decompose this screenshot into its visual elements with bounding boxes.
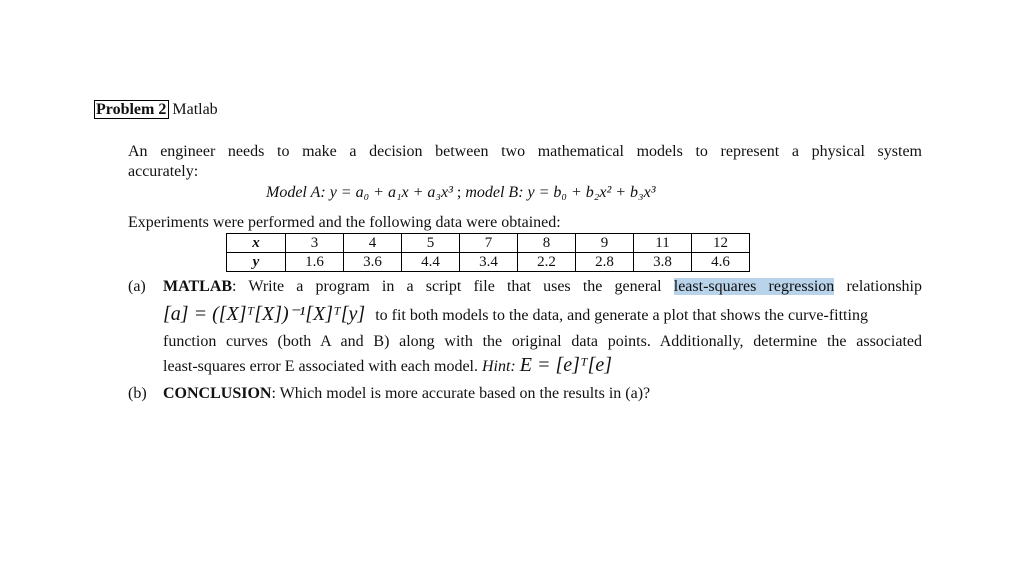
part-b-bold-label: CONCLUSION	[163, 385, 272, 402]
model-b-equation: y = b₀ + b₂x² + b₃x³	[527, 184, 656, 201]
regression-formula: [a] = ([X]ᵀ[X])⁻¹[X]ᵀ[y]	[163, 303, 366, 325]
data-table	[226, 233, 750, 272]
part-a-line-4-text: least-squares error E associated with each model.	[163, 358, 478, 375]
table-cell: 3.4	[460, 253, 518, 272]
table-header-y: y	[227, 253, 286, 272]
model-a-equation: y = a₀ + a₁x + a₃x³	[329, 184, 453, 201]
intro-line-1: An engineer needs to make a decision between two mathematical models to represent a physical system	[128, 143, 922, 160]
part-a-bold-label: MATLAB	[163, 278, 233, 295]
part-a-line-1	[163, 277, 922, 297]
model-separator: ;	[456, 184, 462, 201]
table-cell: 9	[576, 234, 634, 253]
model-a-label: Model A:	[266, 184, 326, 201]
table-cell: 11	[634, 234, 692, 253]
part-a-line-3: function curves (both A and B) along with the original data points. Additionally, determine the associated	[163, 333, 922, 350]
table-cell: 3.8	[634, 253, 692, 272]
table-cell: 4.6	[692, 253, 750, 272]
table-cell: 2.2	[518, 253, 576, 272]
table-cell: 1.6	[286, 253, 344, 272]
part-a-line-2	[163, 304, 922, 326]
part-a-text-1: : Write a program in a script file that uses the general	[232, 278, 662, 295]
table-cell: 7	[460, 234, 518, 253]
table-row-y	[227, 253, 750, 272]
problem-heading	[94, 100, 218, 120]
hint-formula: E = [e]ᵀ[e]	[519, 354, 613, 376]
table-cell: 8	[518, 234, 576, 253]
part-b-marker: (b)	[128, 385, 147, 402]
problem-label: Problem 2	[94, 100, 169, 119]
table-cell: 2.8	[576, 253, 634, 272]
part-a-line-4	[163, 355, 922, 377]
intro-line-2: accurately:	[128, 163, 199, 180]
problem-title: Matlab	[172, 101, 218, 118]
table-cell: 5	[402, 234, 460, 253]
table-cell: 3	[286, 234, 344, 253]
hint-label: Hint:	[481, 358, 516, 375]
table-cell: 4.4	[402, 253, 460, 272]
part-b-text: : Which model is more accurate based on the results in (a)?	[271, 385, 651, 402]
part-b-line	[163, 384, 922, 404]
highlighted-text[interactable]: least-squares regression	[673, 278, 835, 295]
experiments-text: Experiments were performed and the following data were obtained:	[128, 214, 561, 231]
model-equations	[266, 184, 656, 202]
table-header-x: x	[227, 234, 286, 253]
table-cell: 12	[692, 234, 750, 253]
table-cell: 4	[344, 234, 402, 253]
model-b-label: model B:	[465, 184, 524, 201]
part-a-text-3: to fit both models to the data, and generate a plot that shows the curve-fitting	[375, 307, 868, 324]
table-cell: 3.6	[344, 253, 402, 272]
table-row-x	[227, 234, 750, 253]
part-a-marker: (a)	[128, 278, 146, 295]
part-a-text-2: relationship	[846, 278, 922, 295]
